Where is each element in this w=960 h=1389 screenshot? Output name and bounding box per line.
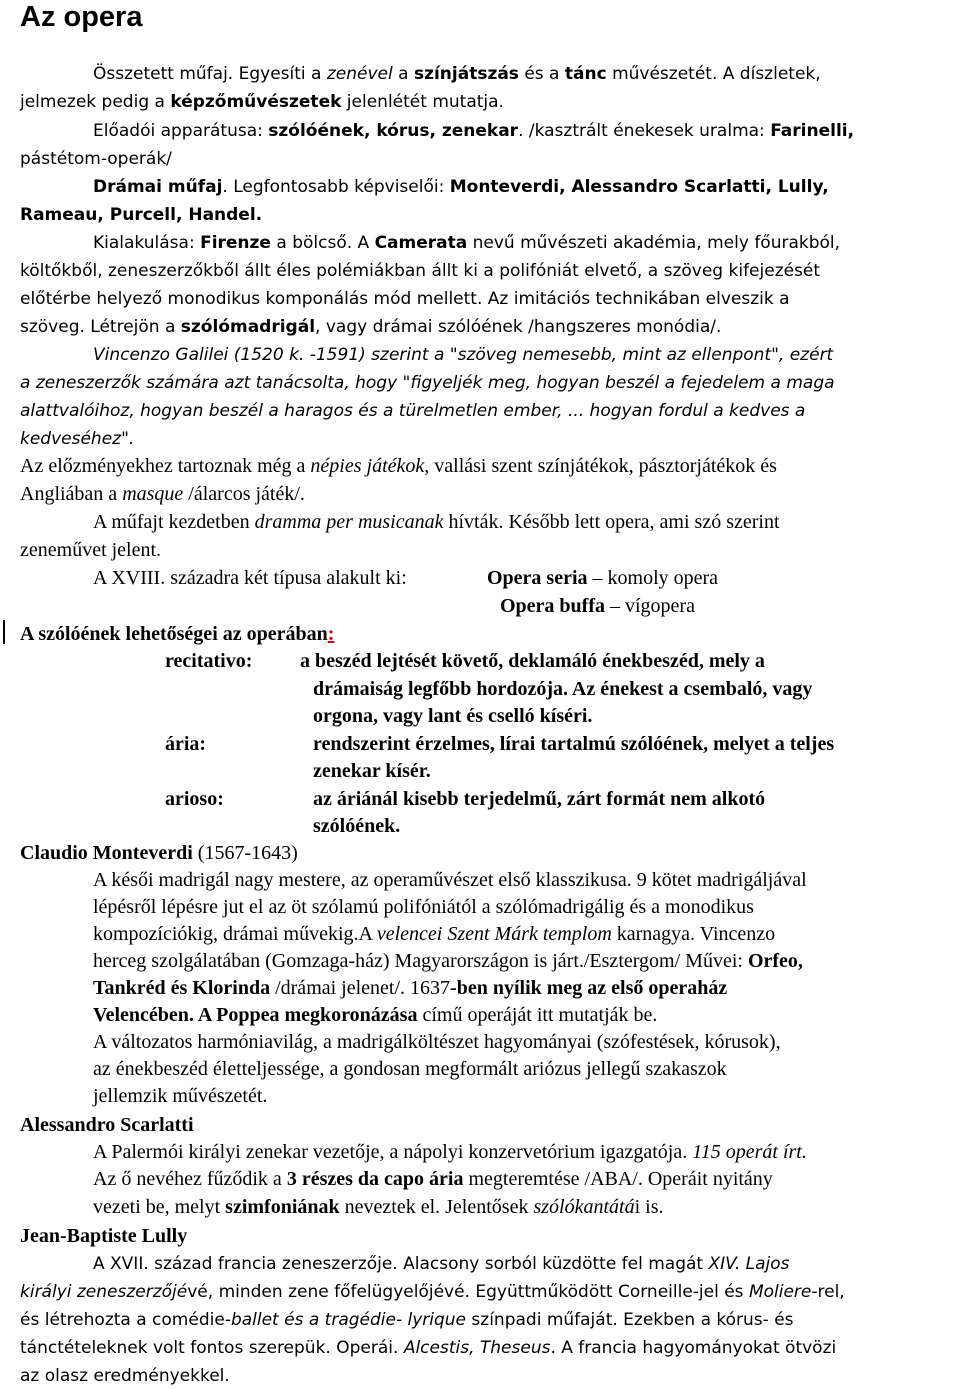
- text-segment: jellemzik művészetét.: [93, 1085, 268, 1107]
- text-segment: masque: [122, 483, 184, 505]
- text-segment: Alcestis, Theseus: [403, 1338, 551, 1358]
- text-line: [20, 201, 262, 228]
- text-segment: 3 részes da capo ária: [286, 1168, 464, 1190]
- text-segment: drámaiság legfőbb hordozója. Az énekest a csembaló, vagy: [313, 678, 813, 700]
- text-line: [313, 731, 834, 757]
- text-segment: kompozíciókig, drámai művekig.A: [93, 923, 377, 945]
- text-segment: recitativo:: [165, 650, 253, 672]
- text-line: [93, 1194, 663, 1220]
- text-line: [20, 1223, 187, 1249]
- text-segment: A XVII. század francia zeneszerzője. Alacsony sorból küzdötte fel magát: [93, 1254, 709, 1274]
- text-segment: Drámai műfaj: [93, 177, 223, 197]
- text-segment: Az ő nevéhez fűződik a: [93, 1168, 287, 1190]
- text-segment: i is.: [634, 1196, 664, 1218]
- text-line: [20, 88, 504, 115]
- text-segment: művészetét. A díszletek,: [606, 64, 821, 84]
- text-segment: királyi zeneszerzőjé: [20, 1282, 188, 1302]
- text-segment: – komoly opera: [587, 567, 719, 589]
- text-line: [93, 509, 780, 535]
- text-segment: jelmezek pedig a: [20, 92, 171, 112]
- text-segment: lépésről lépésre jut el az öt szólamú polifóniától a szólómadrigálig és a monodikus: [93, 896, 754, 918]
- text-line: [20, 313, 721, 340]
- text-line: [313, 758, 431, 784]
- text-line: [93, 1056, 727, 1082]
- text-line: [20, 537, 161, 563]
- text-line: [20, 840, 298, 866]
- text-line: [93, 894, 754, 920]
- text-segment: kedveséhez".: [20, 429, 135, 449]
- text-segment: ballet és a tragédie- lyrique: [230, 1310, 467, 1330]
- text-segment: alattvalóihoz, hogyan beszél a haragos és a türelmetlen ember, ... hogyan fordul a kedves a: [20, 401, 806, 421]
- text-segment: hívták. Később lett opera, ami szó szerint: [443, 511, 780, 533]
- text-line: [313, 786, 765, 812]
- text-segment: az olasz eredményekkel.: [20, 1366, 230, 1386]
- text-line: [20, 257, 820, 284]
- text-segment: . A francia hagyományokat ötvözi: [550, 1338, 837, 1358]
- text-line: [20, 621, 334, 647]
- text-segment: zenekar kísér.: [313, 760, 431, 782]
- text-segment: Opera seria: [487, 567, 588, 589]
- text-segment: az áriánál kisebb terjedelmű, zárt formát nem alkotó: [313, 788, 766, 810]
- text-segment: herceg szolgálatában (Gomzaga-ház) Magyarországon is járt./Esztergom/ Művei:: [93, 950, 748, 972]
- text-segment: Vincenzo Galilei (1520 k. -1591) szerint a "szöveg nemesebb, mint az ellenpont", ezért: [93, 345, 834, 365]
- text-segment: 115 operát írt.: [692, 1141, 807, 1163]
- text-segment: szólóének, kórus, zenekar: [268, 121, 519, 141]
- text-segment: Opera buffa: [500, 595, 605, 617]
- text-segment: A műfajt kezdetben: [93, 511, 255, 533]
- text-line: [300, 648, 765, 674]
- text-line: [20, 1362, 230, 1389]
- text-line: [93, 1166, 773, 1192]
- text-segment: megteremtése /ABA/. Operáit nyitány: [463, 1168, 773, 1190]
- text-segment: színjátszás: [413, 64, 519, 84]
- text-segment: A XVIII. századra két típusa alakult ki:: [93, 567, 407, 589]
- text-segment: népies játékok: [310, 455, 425, 477]
- text-segment: dramma per musicanak: [254, 511, 444, 533]
- text-segment: (1567-1643): [192, 842, 298, 864]
- text-segment: Farinelli,: [770, 121, 855, 141]
- text-line: [93, 921, 775, 947]
- text-line: [313, 703, 592, 729]
- text-line: [93, 948, 803, 974]
- text-segment: tánc: [564, 64, 607, 84]
- text-segment: A késői madrigál nagy mestere, az operaművészet első klasszikusa. 9 kötet madrigáljával: [93, 869, 807, 891]
- text-segment: Összetett műfaj. Egyesíti a: [93, 64, 327, 84]
- text-segment: és létrehozta a comédie-: [20, 1310, 231, 1330]
- text-line: [93, 117, 854, 144]
- text-segment: szöveg. Létrejön a: [20, 317, 181, 337]
- text-line: [20, 397, 805, 424]
- text-line: [313, 813, 400, 839]
- text-segment: színpadi műfaját. Ezekben a kórus- és: [466, 1310, 794, 1330]
- text-segment: , vallási szent színjátékok, pásztorjátékok és: [424, 455, 777, 477]
- text-segment: a zeneszerzők számára azt tanácsolta, hogy "figyeljék meg, hogyan beszél a fejedelem a maga: [20, 373, 835, 393]
- text-segment: XIV. Lajos: [708, 1254, 790, 1274]
- text-segment: A változatos harmóniavilág, a madrigálköltészet hagyományai (szófestések, kórusok),: [93, 1031, 781, 1053]
- text-line: [93, 173, 829, 200]
- text-segment: a: [392, 64, 414, 84]
- text-segment: a beszéd lejtését követő, deklamáló énekbeszéd, mely a: [300, 650, 765, 672]
- text-line: [20, 481, 305, 507]
- text-line: [93, 867, 807, 893]
- text-segment: és a: [518, 64, 565, 84]
- text-line: [93, 1083, 267, 1109]
- text-line: [93, 229, 840, 256]
- text-segment: – vígopera: [605, 595, 695, 617]
- text-line: [20, 453, 777, 479]
- text-segment: . /kasztrált énekesek uralma:: [518, 121, 771, 141]
- text-segment: Kialakulása:: [93, 233, 201, 253]
- text-segment: -rel,: [811, 1282, 845, 1302]
- text-segment: Jean-Baptiste Lully: [20, 1225, 188, 1247]
- text-segment: A szólóének lehetőségei az operában: [20, 623, 328, 645]
- text-segment: az énekbeszéd életteljessége, a gondosan megformált ariózus jellegű szakaszok: [93, 1058, 727, 1080]
- text-segment: /drámai jelenet/. 1637: [270, 977, 451, 999]
- text-segment: -ben nyílik meg az első operaház: [450, 977, 728, 999]
- text-segment: tánctételeknek volt fontos szerepük. Operái.: [20, 1338, 404, 1358]
- text-segment: Tankréd és Klorinda: [93, 977, 271, 999]
- text-segment: /álarcos játék/.: [183, 483, 305, 505]
- text-segment: Camerata: [374, 233, 468, 253]
- text-segment: ária:: [165, 733, 207, 755]
- text-segment: vé, minden zene főfelügyelőjévé. Együttműködött Corneille-jel és: [187, 1282, 749, 1302]
- text-segment: előtérbe helyező monodikus komponálás mód mellett. Az imitációs technikában elveszik a: [20, 289, 790, 309]
- text-line: [20, 425, 134, 452]
- text-segment: című operáját itt mutatják be.: [417, 1004, 658, 1026]
- text-segment: szólómadrigál: [180, 317, 316, 337]
- text-line: [20, 145, 172, 172]
- text-segment: neveztek el. Jelentősek: [339, 1196, 534, 1218]
- text-segment: orgona, vagy lant és cselló kíséri.: [313, 705, 593, 727]
- text-segment: zeneművet jelent.: [20, 539, 162, 561]
- text-line: [313, 676, 812, 702]
- text-segment: . Legfontosabb képviselői:: [222, 177, 450, 197]
- text-line: [93, 1139, 807, 1165]
- text-segment: Velencében. A Poppea megkoronázása: [93, 1004, 418, 1026]
- text-segment: Rameau, Purcell, Handel.: [20, 205, 263, 225]
- text-line: [500, 593, 695, 619]
- text-segment: jelenlétét mutatja.: [341, 92, 504, 112]
- text-segment: Monteverdi, Alessandro Scarlatti, Lully,: [449, 177, 829, 197]
- text-segment: Moliere: [748, 1282, 812, 1302]
- text-segment: Alessandro Scarlatti: [20, 1114, 194, 1136]
- text-line: [93, 1250, 790, 1277]
- text-segment: Az előzményekhez tartoznak még a: [20, 455, 311, 477]
- text-segment: nevű művészeti akadémia, mely főurakból,: [467, 233, 841, 253]
- text-segment: a bölcső. A: [270, 233, 375, 253]
- text-line: [93, 341, 833, 368]
- text-segment: Firenze: [200, 233, 271, 253]
- text-line: [93, 975, 727, 1001]
- page-title: Az opera: [20, 1, 143, 33]
- change-bar: [3, 620, 5, 644]
- text-segment: szólókantátá: [533, 1196, 635, 1218]
- text-line: [93, 60, 821, 87]
- text-line: [93, 1029, 781, 1055]
- text-segment: képzőművészetek: [170, 92, 342, 112]
- text-segment: vezeti be, melyt: [93, 1196, 226, 1218]
- text-line: [93, 565, 407, 591]
- text-line: [20, 1112, 194, 1138]
- text-segment: :: [327, 623, 335, 645]
- text-segment: karnagya. Vincenzo: [611, 923, 776, 945]
- text-segment: szólóének.: [313, 815, 401, 837]
- text-line: [165, 648, 252, 674]
- text-segment: pástétom-operák/: [20, 149, 172, 169]
- text-segment: A Palermói királyi zenekar vezetője, a nápolyi konzervetórium igazgatója.: [93, 1141, 693, 1163]
- text-segment: Angliában a: [20, 483, 123, 505]
- text-line: [20, 1278, 845, 1305]
- text-segment: rendszerint érzelmes, lírai tartalmú szólóének, melyet a teljes: [313, 733, 835, 755]
- text-segment: Előadói apparátusa:: [93, 121, 269, 141]
- text-segment: szimfoniának: [225, 1196, 340, 1218]
- text-segment: , vagy drámai szólóének /hangszeres monódia/.: [315, 317, 722, 337]
- text-segment: velencei Szent Márk templom: [376, 923, 612, 945]
- text-line: [20, 1334, 836, 1361]
- text-segment: Orfeo,: [747, 950, 803, 972]
- text-line: [165, 731, 206, 757]
- text-line: [20, 369, 835, 396]
- text-segment: arioso:: [165, 788, 224, 810]
- text-line: [93, 1002, 657, 1028]
- text-line: [20, 1306, 794, 1333]
- text-line: [20, 285, 790, 312]
- text-segment: költőkből, zeneszerzőkből állt éles polémiákban állt ki a polifóniát elvető, a szöveg kifejezését: [20, 261, 821, 281]
- text-line: [165, 786, 224, 812]
- text-segment: zenével: [326, 64, 393, 84]
- text-segment: Claudio Monteverdi: [20, 842, 193, 864]
- text-line: [487, 565, 718, 591]
